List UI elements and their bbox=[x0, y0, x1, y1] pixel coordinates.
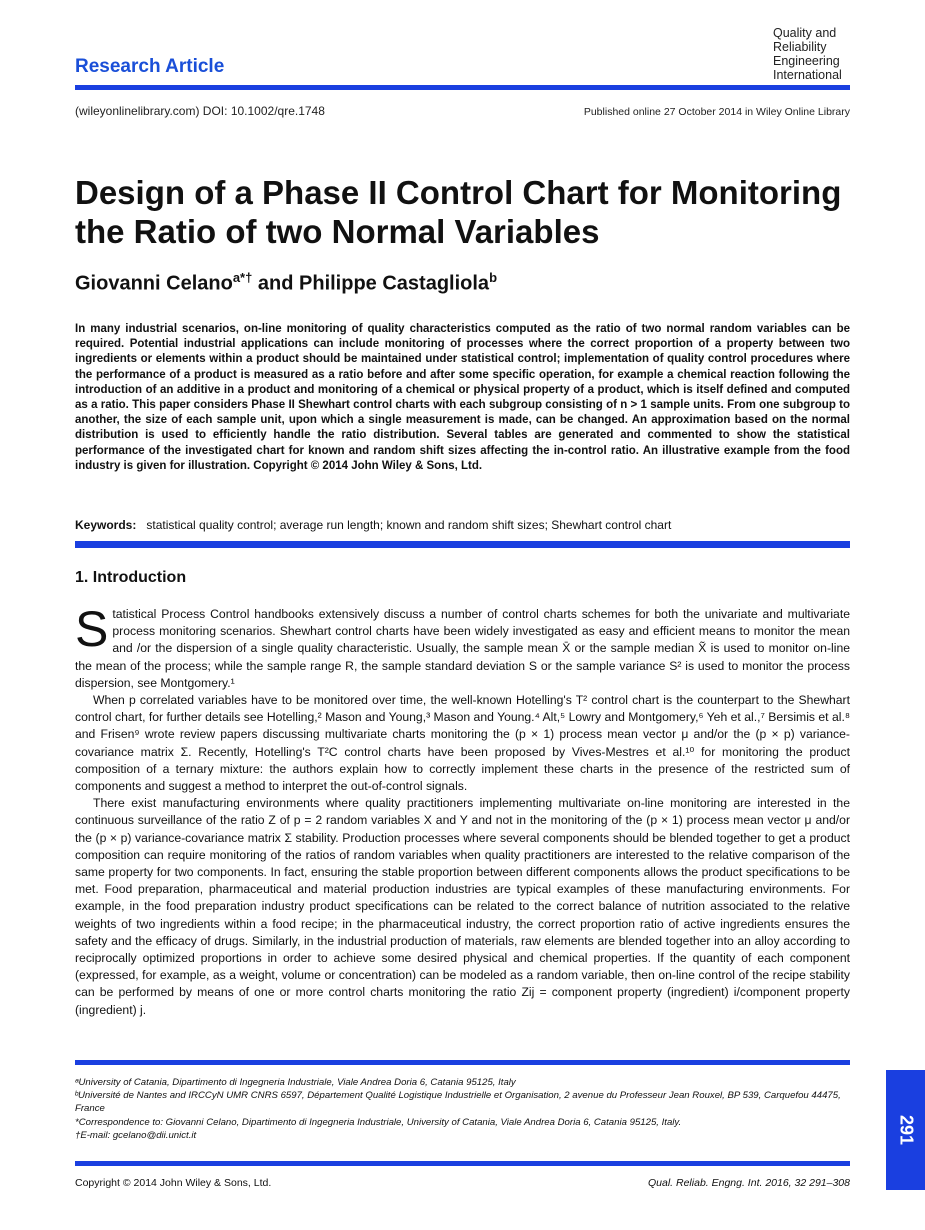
footnote-divider bbox=[75, 1060, 850, 1065]
author-name: Giovanni Celano bbox=[75, 272, 233, 295]
paragraph bbox=[75, 601, 850, 692]
footnotes bbox=[75, 1076, 850, 1142]
journal-name bbox=[773, 26, 842, 82]
author-list bbox=[75, 270, 497, 296]
section-heading: 1. Introduction bbox=[75, 569, 187, 586]
keywords bbox=[75, 518, 850, 532]
affiliation-mark: b bbox=[489, 270, 498, 285]
paragraph: When p correlated variables have to be monitored over time, the well-known Hotelling's T² control chart is the counterpart to the Shewhart control chart, for further details see Hotelling,² Mason and Young,³ Mason and Young.⁴ Alt,⁵ Lowry and Montgomery,⁶ Yeh et al.,⁷ Bersimis et al.⁸ and Frisen⁹ wrote review papers discussing multivariate charts monitoring the (p × 1) process mean vector μ and/or the (p × p) variance-covariance matrix Σ. Recently, Hotelling's T²C control charts have been proposed by Vives-Mestres et al.¹⁰ for monitoring the product composition of a ternary mixture: the authors explain how to correctly implement these charts in the presence of the restricted sum of components and suggest a method to interpret the out-of-control signals. bbox=[75, 693, 850, 794]
article-title: Design of a Phase II Control Chart for Monitoring the Ratio of two Normal Variables bbox=[75, 174, 842, 250]
journal-line: Reliability bbox=[773, 40, 827, 54]
author-name: Philippe Castagliola bbox=[299, 272, 490, 295]
citation: Qual. Reliab. Engng. Int. 2016, 32 291–308 bbox=[648, 1177, 850, 1189]
footnote: ᵃUniversity of Catania, Dipartimento di Ingegneria Industriale, Viale Andrea Doria 6, Catania 95125, Italy bbox=[75, 1077, 516, 1088]
journal-line: International bbox=[773, 68, 842, 82]
keywords-label: Keywords: bbox=[75, 518, 137, 532]
doi-link[interactable]: (wileyonlinelibrary.com) DOI: 10.1002/qre.1748 bbox=[75, 104, 325, 118]
drop-cap: S bbox=[75, 601, 109, 657]
keywords-text: statistical quality control; average run length; known and random shift sizes; Shewhart control chart bbox=[146, 518, 672, 532]
journal-line: Quality and bbox=[773, 26, 837, 40]
author-joiner: and bbox=[252, 272, 300, 295]
footer-divider bbox=[75, 1161, 850, 1166]
published-note: Published online 27 October 2014 in Wiley Online Library bbox=[583, 106, 850, 118]
footnote: *Correspondence to: Giovanni Celano, Dipartimento di Ingegneria Industriale, University of Catania, Viale Andrea Doria 6, Catania 95125, Italy. bbox=[75, 1116, 682, 1128]
footnote: ᵇUniversité de Nantes and IRCCyN UMR CNRS 6597, Département Qualité Logistique Industrielle et Organisation, 2 avenue du Professeur Jean Rouxel, BP 539, Carquefou 44475, France bbox=[75, 1090, 841, 1115]
paragraph: There exist manufacturing environments where quality practitioners implementing multivariate on-line monitoring are interested in the continuous surveillance of the ratio Z of p = 2 random variables X and Y and not in the monitoring of the (p × 1) process mean vector μ and/or the (p × p) variance-covariance matrix Σ stability. Production processes where several components should be blended together to get a product composition can require monitoring of the ratios of random variables when quality practitioners are interested to the relative comparison of the same property for two components. In fact, ensuring the stable proportion between different components allows the product specifications to be met. Food preparation, pharmaceutical and material production industries are typical examples of these manufacturing environments. For example, in the food preparation industry product specifications can be related to the correct balance of nutrition associated to the relative weights of two ingredients within a food recipe; in the pharmaceutical industry, the correct proportion ratio of active ingredients ensures the safety and the efficacy of drugs. Similarly, in the industrial production of materials, raw elements are blended together into an alloy according to reciprocally optimized proportions in order to achieve some desired physical and chemical properties. If the quantity of each component (expressed, for example, as a weight, volume or concentration) can be modeled as a random variable, then on-line control of the recipe stability can be performed by means of one or more control charts monitoring the ratio Zij = component property (ingredient) i/component property (ingredient) j. bbox=[75, 796, 850, 1017]
abstract: In many industrial scenarios, on-line monitoring of quality characteristics computed as the ratio of two normal random variables can be required. Potential industrial applications can include monitoring of processes where the correct proportion of a property between two ingredients or elements within a product should be maintained under statistical control; implementation of quality control procedures where the performance of a product is measured as a ratio before and after some specific operation, for example a chemical reaction following the introduction of an additive in a product and monitoring of a chemical or physical property of a product, which is itself defined and computed as a ratio. This paper considers Phase II Shewhart control charts with each subgroup consisting of n > 1 sample units. From one subgroup to another, the size of each sample unit, upon which a single measurement is made, can be changed. An approximation based on the normal distribution is used to efficiently handle the ratio distribution. Several tables are generated and commented to show the statistical performance of the investigated chart for known and random shift sizes affecting the in-control ratio. An illustrative example from the food industry is given for illustration. Copyright © 2014 John Wiley & Sons, Ltd. bbox=[75, 323, 850, 472]
copyright: Copyright © 2014 John Wiley & Sons, Ltd. bbox=[75, 1177, 272, 1189]
body-text bbox=[75, 601, 850, 1019]
page-number: 291 bbox=[896, 1114, 916, 1146]
footnote-email[interactable]: †E-mail: gcelano@dii.unict.it bbox=[75, 1129, 197, 1141]
header-divider bbox=[75, 85, 850, 90]
paragraph-text: tatistical Process Control handbooks extensively discuss a number of control charts schemes for both the univariate and multivariate process monitoring scenarios. Shewhart control charts have been widely investigated as easy and efficient means to monitor the mean and /or the dispersion of a single quality characteristic. Usually, the sample mean X̄ or the sample median X̃ is used to monitor on-line the mean of the process; while the sample range R, the sample standard deviation S or the sample variance S² is used to monitor the process dispersion, see Montgomery.¹ bbox=[75, 607, 850, 690]
affiliation-mark: a*† bbox=[232, 270, 253, 285]
page-number-tab bbox=[886, 1070, 925, 1190]
journal-line: Engineering bbox=[773, 54, 840, 68]
abstract-divider bbox=[75, 541, 850, 548]
article-type-label: Research Article bbox=[75, 56, 225, 77]
